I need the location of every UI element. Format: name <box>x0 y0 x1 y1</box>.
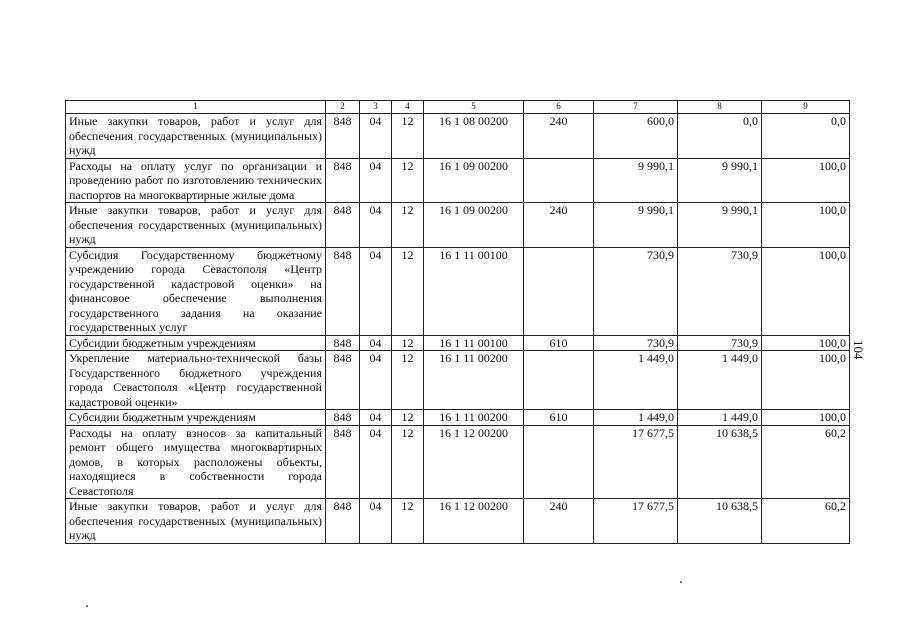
expense-name: Укрепление материально-технической базы Государственного бюджетного учреждения города Севастополя «Центр государственной кадастровой оценки» <box>66 351 326 410</box>
section-code: 04 <box>360 203 392 248</box>
executed-amount: 730,9 <box>678 247 762 335</box>
expense-name: Субсидия Государственному бюджетному учреждению города Севастополя «Центр государственной кадастровой оценки» на финансовое обеспечение выполнения государственного задания на оказание государственных услуг <box>66 247 326 335</box>
expense-type: 240 <box>524 499 594 544</box>
section-code: 04 <box>360 335 392 351</box>
executed-amount: 730,9 <box>678 335 762 351</box>
target-article: 16 1 11 00100 <box>424 247 524 335</box>
subsection-code: 12 <box>392 247 424 335</box>
executed-amount: 9 990,1 <box>678 158 762 203</box>
ministry-code: 848 <box>326 247 360 335</box>
expense-type <box>524 158 594 203</box>
subsection-code: 12 <box>392 499 424 544</box>
execution-percent: 100,0 <box>762 158 850 203</box>
planned-amount: 730,9 <box>594 335 678 351</box>
table-row <box>66 158 850 203</box>
expense-name: Субсидии бюджетным учреждениям <box>66 335 326 351</box>
subsection-code: 12 <box>392 335 424 351</box>
expense-type: 240 <box>524 203 594 248</box>
execution-percent: 60,2 <box>762 425 850 499</box>
planned-amount: 17 677,5 <box>594 425 678 499</box>
expense-name: Расходы на оплату взносов за капитальный ремонт общего имущества многоквартирных домов, в которых расположены объекты, находящиеся в собственности города Севастополя <box>66 425 326 499</box>
execution-percent: 0,0 <box>762 114 850 159</box>
column-number: 8 <box>678 101 762 114</box>
column-number: 5 <box>424 101 524 114</box>
execution-percent: 100,0 <box>762 247 850 335</box>
expense-type: 240 <box>524 114 594 159</box>
table-row <box>66 247 850 335</box>
execution-percent: 60,2 <box>762 499 850 544</box>
column-number: 9 <box>762 101 850 114</box>
subsection-code: 12 <box>392 410 424 426</box>
planned-amount: 9 990,1 <box>594 203 678 248</box>
expense-name: Субсидии бюджетным учреждениям <box>66 410 326 426</box>
scan-speck <box>86 605 88 607</box>
planned-amount: 9 990,1 <box>594 158 678 203</box>
section-code: 04 <box>360 114 392 159</box>
expense-type <box>524 351 594 410</box>
column-number: 4 <box>392 101 424 114</box>
section-code: 04 <box>360 425 392 499</box>
target-article: 16 1 11 00200 <box>424 410 524 426</box>
expense-name: Иные закупки товаров, работ и услуг для обеспечения государственных (муниципальных) нужд <box>66 499 326 544</box>
subsection-code: 12 <box>392 203 424 248</box>
ministry-code: 848 <box>326 410 360 426</box>
expense-type <box>524 247 594 335</box>
section-code: 04 <box>360 158 392 203</box>
scan-speck <box>680 581 682 583</box>
expense-name: Расходы на оплату услуг по организации и проведению работ по изготовлению технических паспортов на многоквартирные жилые дома <box>66 158 326 203</box>
column-number-row <box>66 101 850 114</box>
target-article: 16 1 09 00200 <box>424 158 524 203</box>
executed-amount: 10 638,5 <box>678 499 762 544</box>
section-code: 04 <box>360 247 392 335</box>
executed-amount: 1 449,0 <box>678 351 762 410</box>
page-number: 104 <box>851 340 866 360</box>
table-row <box>66 203 850 248</box>
expense-name: Иные закупки товаров, работ и услуг для обеспечения государственных (муниципальных) нужд <box>66 203 326 248</box>
ministry-code: 848 <box>326 499 360 544</box>
execution-percent: 100,0 <box>762 335 850 351</box>
planned-amount: 17 677,5 <box>594 499 678 544</box>
target-article: 16 1 11 00100 <box>424 335 524 351</box>
executed-amount: 1 449,0 <box>678 410 762 426</box>
subsection-code: 12 <box>392 425 424 499</box>
executed-amount: 0,0 <box>678 114 762 159</box>
execution-percent: 100,0 <box>762 410 850 426</box>
subsection-code: 12 <box>392 114 424 159</box>
expense-type <box>524 425 594 499</box>
executed-amount: 10 638,5 <box>678 425 762 499</box>
planned-amount: 600,0 <box>594 114 678 159</box>
ministry-code: 848 <box>326 335 360 351</box>
ministry-code: 848 <box>326 114 360 159</box>
ministry-code: 848 <box>326 158 360 203</box>
table-row <box>66 335 850 351</box>
execution-percent: 100,0 <box>762 203 850 248</box>
planned-amount: 1 449,0 <box>594 351 678 410</box>
planned-amount: 730,9 <box>594 247 678 335</box>
target-article: 16 1 09 00200 <box>424 203 524 248</box>
column-number: 7 <box>594 101 678 114</box>
column-number: 6 <box>524 101 594 114</box>
column-number: 1 <box>66 101 326 114</box>
target-article: 16 1 11 00200 <box>424 351 524 410</box>
table-row <box>66 425 850 499</box>
executed-amount: 9 990,1 <box>678 203 762 248</box>
table-row <box>66 114 850 159</box>
target-article: 16 1 12 00200 <box>424 499 524 544</box>
ministry-code: 848 <box>326 425 360 499</box>
section-code: 04 <box>360 499 392 544</box>
column-number: 2 <box>326 101 360 114</box>
ministry-code: 848 <box>326 351 360 410</box>
ministry-code: 848 <box>326 203 360 248</box>
expense-type: 610 <box>524 410 594 426</box>
subsection-code: 12 <box>392 158 424 203</box>
budget-table <box>65 100 850 544</box>
target-article: 16 1 08 00200 <box>424 114 524 159</box>
subsection-code: 12 <box>392 351 424 410</box>
expense-name: Иные закупки товаров, работ и услуг для обеспечения государственных (муниципальных) нужд <box>66 114 326 159</box>
planned-amount: 1 449,0 <box>594 410 678 426</box>
table-row <box>66 351 850 410</box>
table-row <box>66 410 850 426</box>
section-code: 04 <box>360 410 392 426</box>
table-row <box>66 499 850 544</box>
expense-type: 610 <box>524 335 594 351</box>
column-number: 3 <box>360 101 392 114</box>
execution-percent: 100,0 <box>762 351 850 410</box>
section-code: 04 <box>360 351 392 410</box>
target-article: 16 1 12 00200 <box>424 425 524 499</box>
